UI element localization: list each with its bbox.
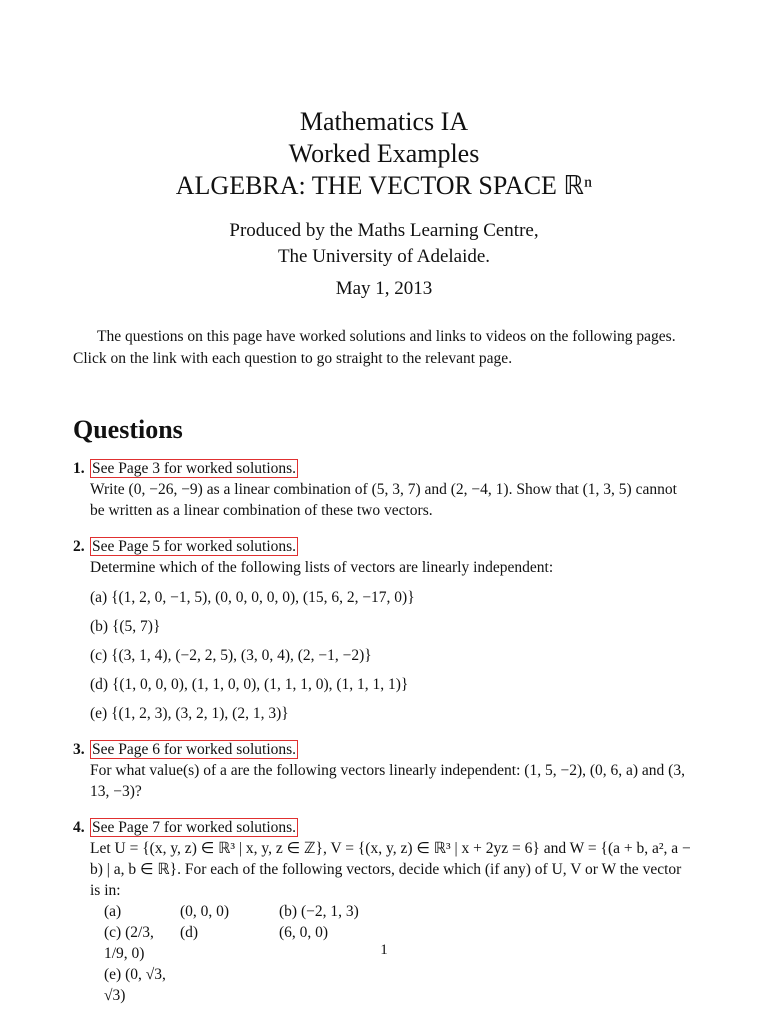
option-vector: (0, √3, √3)	[104, 966, 166, 1004]
document-date: May 1, 2013	[335, 278, 433, 299]
option-vector: (−2, 1, 3)	[300, 903, 359, 920]
document-title	[0, 106, 768, 202]
author-block	[0, 218, 768, 270]
option-vector: (6, 0, 0)	[279, 924, 329, 941]
title-line-2: Worked Examples	[288, 139, 480, 168]
option-label: (b)	[279, 903, 298, 920]
question-number: 1.	[73, 460, 85, 477]
question-4	[73, 817, 695, 1006]
option-label: (c)	[104, 924, 122, 941]
list-item: (e) {(1, 2, 3), (3, 2, 1), (2, 1, 3)}	[90, 705, 289, 722]
question-text: Determine which of the following lists of vectors are linearly independent:	[90, 559, 554, 576]
option-vector: (2/3, 1/9, 0)	[104, 924, 154, 962]
question-text: Write (0, −26, −9) as a linear combination of (5, 3, 7) and (2, −4, 1). Show that (1, 3, 5) cannot be written as a linear combination of these two vectors.	[90, 481, 677, 519]
option-pair	[104, 964, 180, 1006]
question-1	[73, 458, 695, 521]
question-text: For what value(s) of a are the following vectors linearly independent: (1, 5, −2), (0, 6, a) and (3, 13, −3)?	[90, 762, 685, 800]
list-item: (a) {(1, 2, 0, −1, 5), (0, 0, 0, 0, 0), (15, 6, 2, −17, 0)}	[90, 589, 415, 606]
questions-list	[73, 458, 695, 1021]
option-vector: (0, 0, 0)	[180, 903, 230, 920]
worked-solutions-link[interactable]: See Page 5 for worked solutions.	[92, 538, 297, 555]
question-3	[73, 739, 695, 802]
worked-solutions-link[interactable]: See Page 3 for worked solutions.	[92, 460, 297, 477]
option-label: (e)	[104, 966, 122, 983]
question-number: 2.	[73, 538, 85, 555]
worked-solutions-link[interactable]: See Page 6 for worked solutions.	[92, 741, 297, 758]
vector-list	[90, 588, 695, 724]
page-number: 1	[380, 942, 388, 958]
worked-solutions-link[interactable]: See Page 7 for worked solutions.	[92, 819, 297, 836]
question-number: 3.	[73, 741, 85, 758]
option-label: (d)	[180, 924, 199, 941]
question-text: Let U = {(x, y, z) ∈ ℝ³ | x, y, z ∈ ℤ}, V = {(x, y, z) ∈ ℝ³ | x + 2yz = 6} and W = {(a + b, a², a − b) | a, b ∈ ℝ}. For each of the following vectors, decide which (if any) of U, V or W the vector is in:	[90, 840, 691, 899]
list-item: (c) {(3, 1, 4), (−2, 2, 5), (3, 0, 4), (2, −1, −2)}	[90, 647, 372, 664]
list-item: (b) {(5, 7)}	[90, 618, 161, 635]
question-number: 4.	[73, 819, 85, 836]
intro-paragraph: The questions on this page have worked solutions and links to videos on the following pages. Click on the link with each question to go straight to the relevant page.	[73, 328, 676, 367]
author-line-1: Produced by the Maths Learning Centre,	[229, 220, 539, 241]
author-line-2: The University of Adelaide.	[277, 246, 491, 267]
list-item: (d) {(1, 0, 0, 0), (1, 1, 0, 0), (1, 1, 1, 0), (1, 1, 1, 1)}	[90, 676, 409, 693]
questions-heading: Questions	[73, 415, 183, 444]
option-pair	[279, 901, 399, 922]
title-line-1: Mathematics IA	[299, 107, 469, 136]
question-2	[73, 536, 695, 724]
option-label: (a)	[104, 903, 122, 920]
title-line-3: ALGEBRA: THE VECTOR SPACE ℝⁿ	[175, 171, 593, 200]
